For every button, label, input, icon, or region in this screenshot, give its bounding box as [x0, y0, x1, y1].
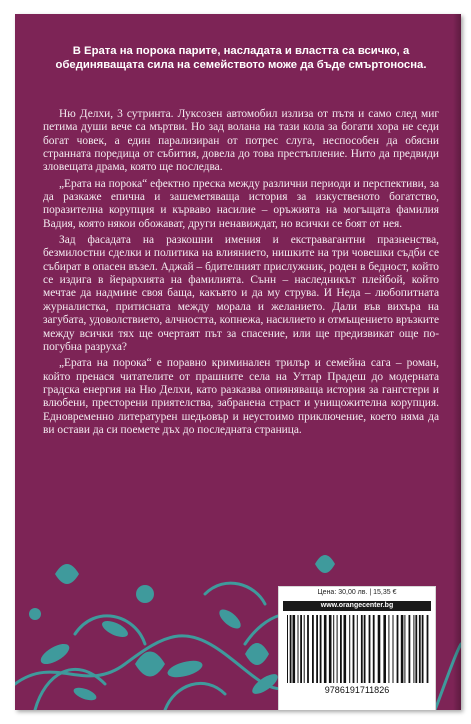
barcode-bar [304, 615, 305, 683]
blurb-paragraph-4: „Ерата на порока“ е поравно криминален трилър и семейна сага – роман, който пренася читателите от прашните села на Уттар Прадеш до модерната градска енергия на Ню Делхи, като разказва опияняваща история за гангстери и влюбени, престорени приятелства, забранена страст и унищожителна корупция. Едновременно литературен шедьовър и неустоимо приключение, което няма да ви остави да си поемете дъх до последната страница. [43, 357, 439, 436]
blurb-paragraph-2: „Ерата на порока“ ефектно преска между различни периоди и перспективи, за да разкаже епична и зашеметяваща история за изкуственото богатство, поразителна корупция и кърваво насилие – оръжията на могъщата фамилия Вадия, която някои обожават, други ненавиждат, но всички се боят от нея. [43, 177, 439, 230]
blurb [43, 108, 439, 440]
barcode-bar [361, 615, 363, 683]
isbn-number: 9786191711826 [324, 685, 390, 695]
isbn-barcode [285, 615, 429, 683]
price-barcode-panel [278, 586, 436, 710]
barcode-bar [422, 615, 424, 683]
barcode-bar [415, 615, 417, 683]
price-label: Цена: 30,00 лв. | 15,35 € [317, 589, 397, 596]
barcode-bar [287, 615, 288, 683]
barcode-bar [383, 615, 386, 683]
barcode-bar [409, 615, 411, 683]
barcode-bar [290, 615, 292, 683]
barcode-bar [369, 615, 371, 683]
barcode-bar [357, 615, 358, 683]
barcode-bar [307, 615, 309, 683]
barcode-bar [364, 615, 366, 683]
barcode-bar [300, 615, 302, 683]
barcode-bar [419, 615, 421, 683]
barcode-bar [413, 615, 414, 683]
barcode-bar [427, 615, 429, 683]
barcode-bar [388, 615, 389, 683]
barcode-bar [404, 615, 405, 683]
barcode-bar [373, 615, 375, 683]
barcode-bar [393, 615, 394, 683]
barcode-bar [401, 615, 404, 683]
barcode-bar [312, 615, 314, 683]
barcode-bar [337, 615, 338, 683]
barcode-bar [353, 615, 355, 683]
barcode-bar [298, 615, 299, 683]
book-back-cover [15, 14, 461, 710]
barcode-bar [344, 615, 347, 683]
blurb-paragraph-1: Ню Делхи, 3 сутринта. Луксозен автомобил излиза от пътя и само след миг петима души вече са мъртви. Но зад волана на тази кола за богати хора не седи богат човек, а един парализиран от потрес слуга, неспособен да обясни странната поредица от събития, довела до това престъпление. Нито да предвиди зловещата драма, която ще последва. [43, 108, 439, 174]
barcode-bar [340, 615, 342, 683]
barcode-bar [397, 615, 399, 683]
barcode-bar [320, 615, 322, 683]
barcode-bar [324, 615, 327, 683]
blurb-paragraph-3: Зад фасадата на разкошни имения и екстравагантни празненства, безмилостни сделки и политика на влиянието, нишките на три човешки съдби се събират в опасен възел. Аджай – бдителният прислужник, роден в бедност, който се издига в йерархията на фамилията. Сънн – наследникът плейбой, който мечтае да надмине своя баща, какъвто и да му струва. И Неда – любопитната журналистка, притисната между морала и желанието. Дали във вихъра на загубата, удоволствието, алчността, копнежа, насилието и отмъщението връзките между всички тях ще очертаят път за спасение, или ще предизвикат още по-погубна разруха? [43, 234, 439, 353]
barcode-bar [316, 615, 318, 683]
barcode-bar [329, 615, 332, 683]
tagline: В Ерата на порока парите, насладата и властта са всичко, а обединяващата сила на семейството може да бъде смъртоносна. [55, 45, 427, 72]
barcode-bar [378, 615, 381, 683]
publisher-website: www.orangecenter.bg [283, 601, 431, 611]
barcode-bar [349, 615, 350, 683]
barcode-bar [333, 615, 334, 683]
barcode-bar [293, 615, 296, 683]
